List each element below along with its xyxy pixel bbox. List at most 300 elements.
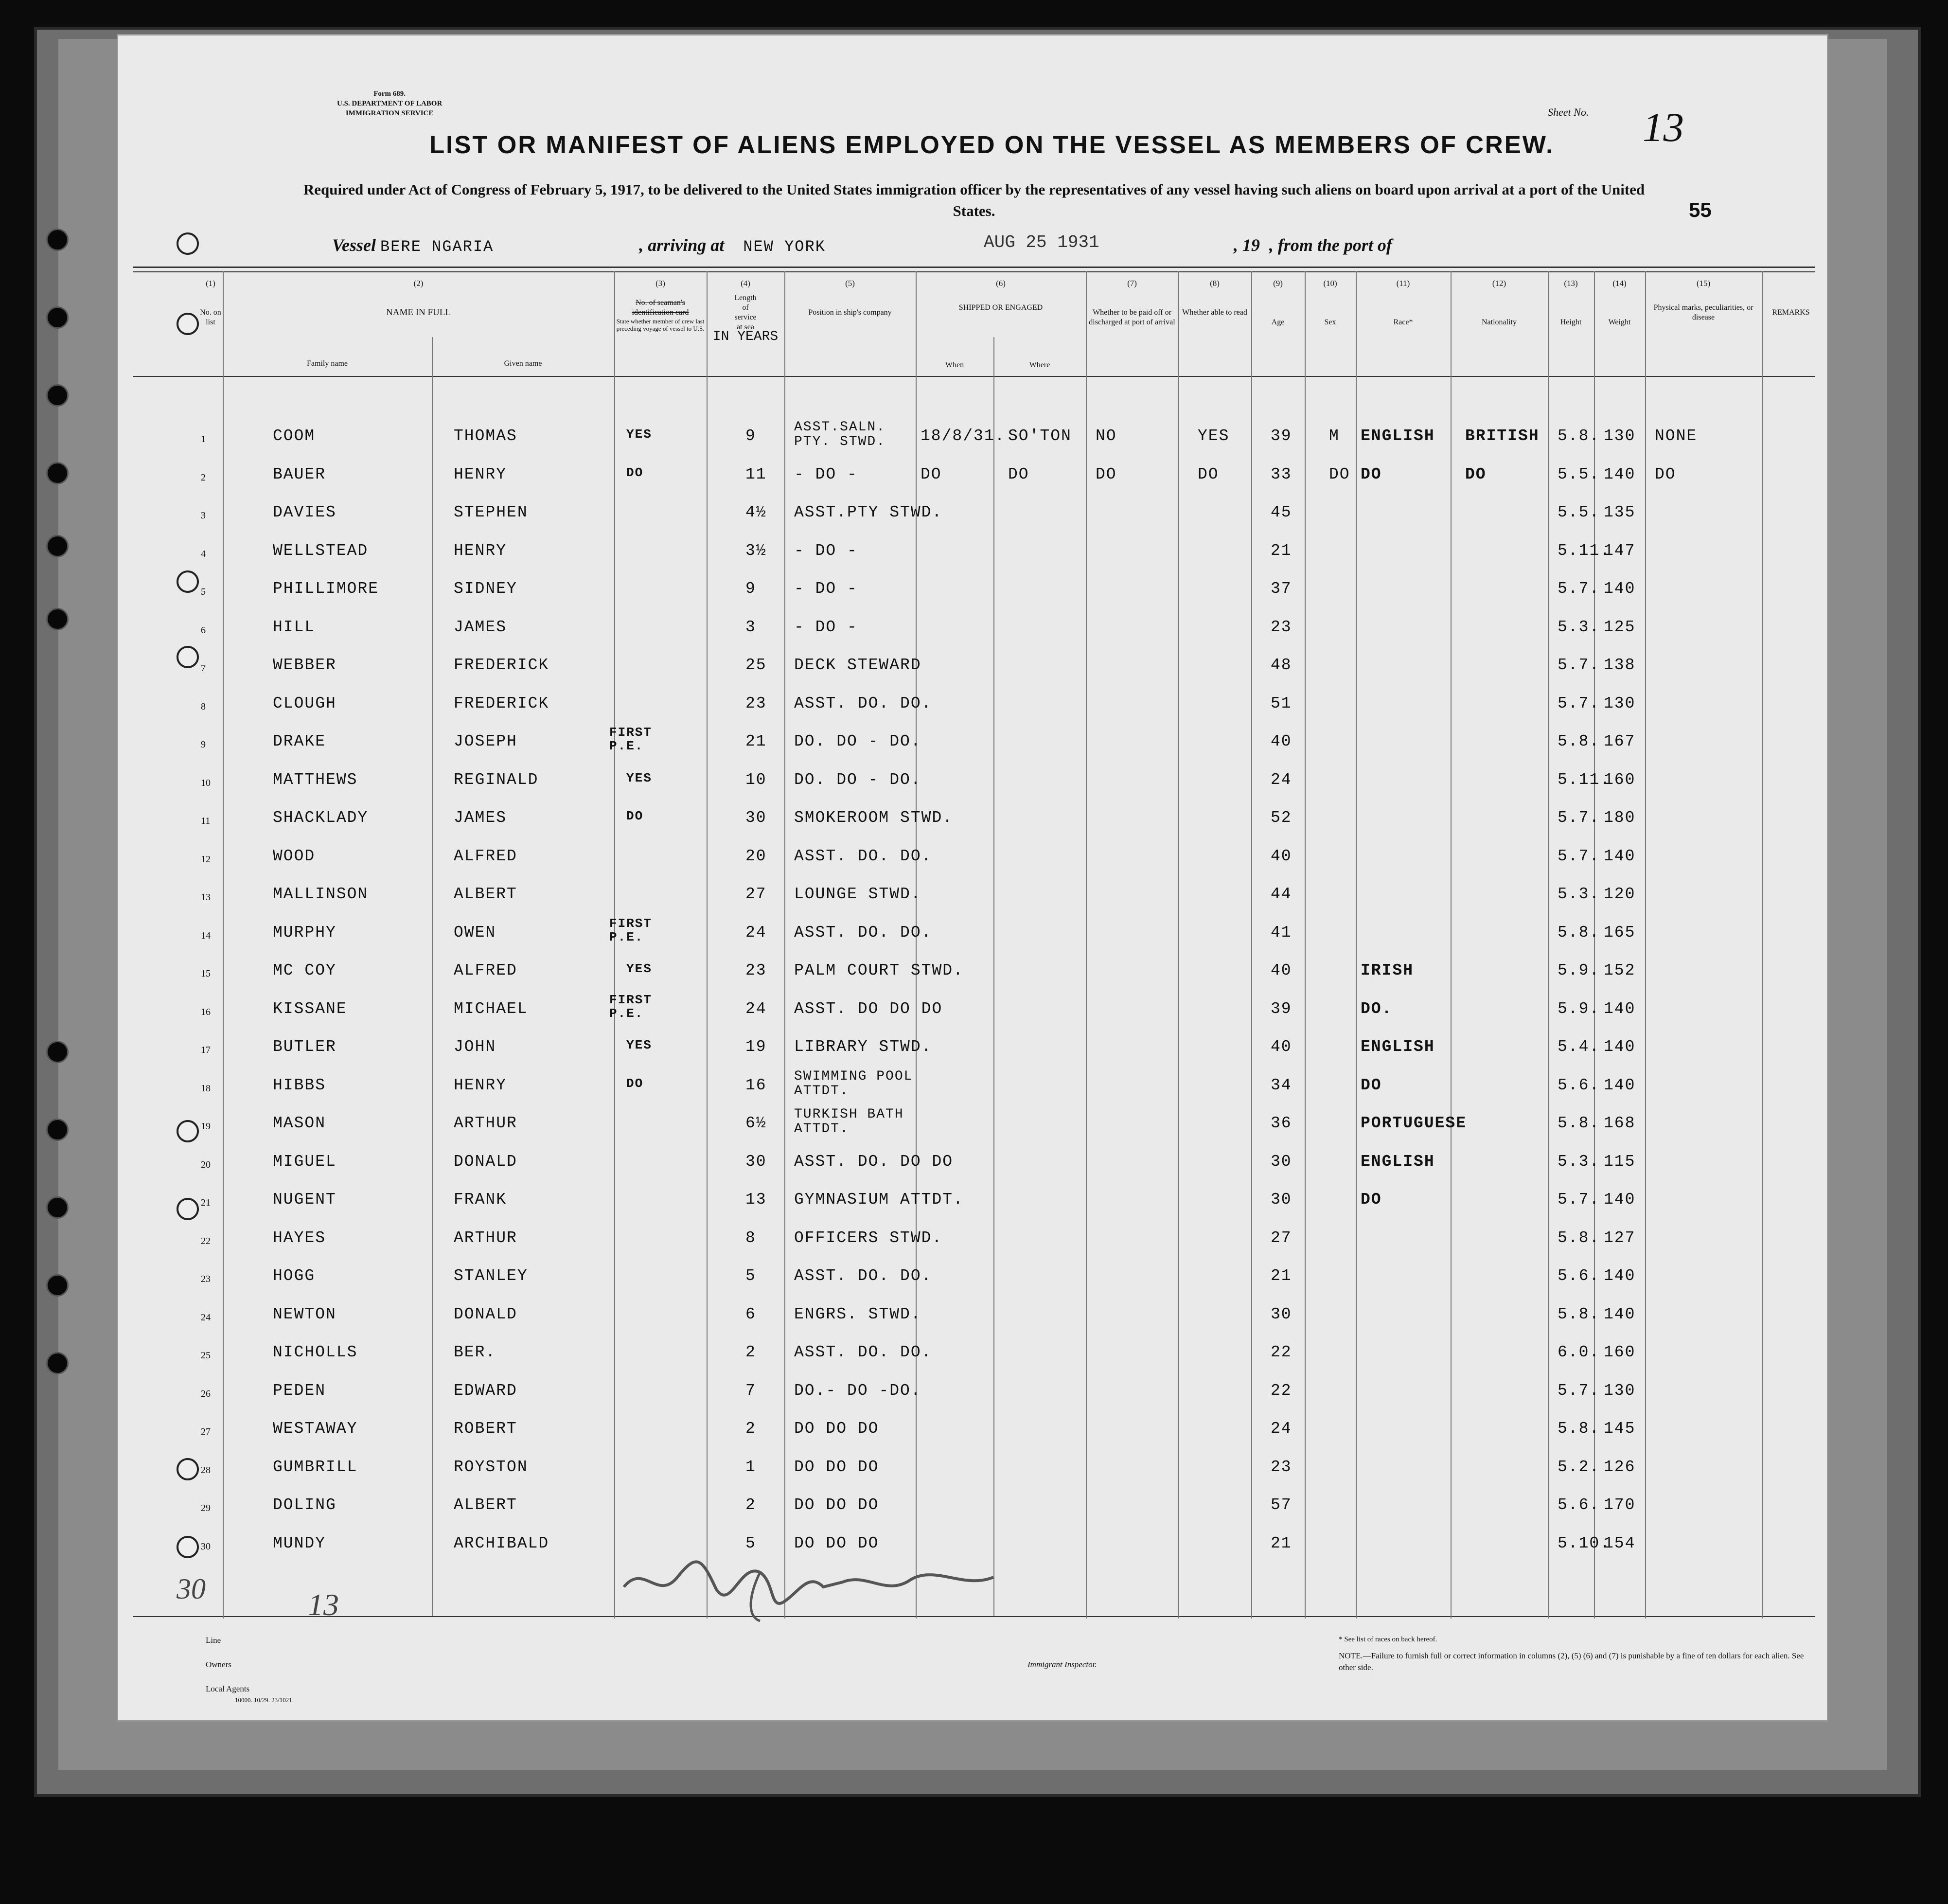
ship-position: DO.- DO -DO. (794, 1381, 921, 1400)
table-row (118, 992, 1827, 1037)
service-length: 1 (745, 1458, 756, 1476)
age: 23 (1271, 1458, 1292, 1476)
service-length: 13 (745, 1191, 767, 1209)
page-title: LIST OR MANIFEST OF ALIENS EMPLOYED ON THE VESSEL AS MEMBERS OF CREW. (429, 131, 1555, 159)
page-subtitle: Required under Act of Congress of February 5, 1917, to be delivered to the United States immigration officer by the representatives of any vessel having such aliens on board upon arrival at a port of the United States. (303, 181, 1645, 219)
weight: 152 (1604, 961, 1636, 979)
row-number: 22 (201, 1235, 211, 1246)
ship-position: - DO - (794, 580, 858, 598)
weight: 170 (1604, 1496, 1636, 1514)
family-name: PEDEN (273, 1381, 326, 1400)
table-row (118, 1305, 1827, 1342)
agents-label: Local Agents (206, 1684, 250, 1693)
row-number: 25 (201, 1350, 211, 1361)
race: IRISH (1361, 961, 1414, 979)
card-status: FIRST P.E. (609, 992, 653, 1021)
row-number: 4 (201, 548, 206, 559)
family-name: KISSANE (273, 999, 347, 1018)
family-name: HILL (273, 618, 316, 636)
service-length: 23 (745, 694, 767, 712)
age: 22 (1271, 1381, 1292, 1400)
weight: 167 (1604, 732, 1636, 750)
height: 5.7. (1558, 694, 1600, 712)
col-header-shipped: (6) SHIPPED OR ENGAGED (958, 279, 1043, 312)
shipped-where: DO (1008, 465, 1029, 483)
header-rule (133, 267, 1815, 268)
service-length: 25 (745, 656, 767, 674)
race: ENGLISH (1361, 1152, 1435, 1171)
row-number: 1 (201, 434, 206, 445)
service-length: 24 (745, 923, 767, 942)
row-number: 14 (201, 930, 211, 941)
row-number: 5 (201, 587, 206, 597)
family-name: DRAKE (273, 732, 326, 750)
given-name: DONALD (454, 1305, 517, 1323)
weight: 115 (1604, 1152, 1636, 1171)
form-meta (337, 89, 442, 118)
binder-hole (46, 306, 69, 329)
col-header-physical: (15) Physical marks, peculiarities, or disease (1653, 279, 1753, 321)
weight: 147 (1604, 541, 1636, 560)
race: PORTUGUESE (1361, 1114, 1467, 1132)
age: 40 (1271, 847, 1292, 865)
service-length: 30 (745, 1152, 767, 1171)
given-name: ROYSTON (454, 1458, 528, 1476)
height: 5.9. (1558, 999, 1600, 1018)
table-row (118, 1267, 1827, 1304)
service-length: 7 (745, 1381, 756, 1400)
weight: 130 (1604, 694, 1636, 712)
table-row (118, 580, 1827, 617)
family-name: WESTAWAY (273, 1420, 358, 1438)
card-status: DO (626, 465, 644, 480)
height: 5.7. (1558, 656, 1600, 674)
service-length: 2 (745, 1343, 756, 1361)
nationality: BRITISH (1465, 427, 1540, 445)
page-number: 55 (1689, 198, 1712, 221)
service-length: 4½ (745, 503, 767, 521)
age: 45 (1271, 503, 1292, 521)
given-name: THOMAS (454, 427, 517, 445)
age: 30 (1271, 1305, 1292, 1323)
ship-position: ASST. DO. DO. (794, 1267, 932, 1285)
height: 5.8. (1558, 923, 1600, 942)
punch-hole (177, 313, 199, 335)
age: 23 (1271, 618, 1292, 636)
row-number: 20 (201, 1159, 211, 1170)
weight: 130 (1604, 427, 1636, 445)
age: 40 (1271, 961, 1292, 979)
footer-note: NOTE.—Failure to furnish full or correct information in columns (2), (5) (6) and (7) is punishable by a fine of ten dollars for each alien. See other side. (1339, 1651, 1804, 1672)
family-name: COOM (273, 427, 316, 445)
family-name: WELLSTEAD (273, 541, 369, 560)
race-note: * See list of races on back hereof. (1339, 1636, 1437, 1643)
weight: 140 (1604, 1305, 1636, 1323)
height: 5.9. (1558, 961, 1600, 979)
given-name: FRANK (454, 1191, 507, 1209)
row-number: 21 (201, 1197, 211, 1208)
given-name: JAMES (454, 618, 507, 636)
service-length: 5 (745, 1534, 756, 1552)
table-row (118, 847, 1827, 884)
given-name: ARCHIBALD (454, 1534, 549, 1552)
given-name: ARTHUR (454, 1228, 517, 1247)
given-name: STANLEY (454, 1267, 528, 1285)
family-name: SHACKLADY (273, 809, 369, 827)
age: 37 (1271, 580, 1292, 598)
given-name: HENRY (454, 541, 507, 560)
row-number: 8 (201, 701, 206, 712)
card-status: FIRST P.E. (609, 916, 653, 944)
ship-position: ASST. DO DO DO (794, 999, 943, 1018)
col-header-race: (11) Race* (1393, 279, 1413, 326)
age: 27 (1271, 1228, 1292, 1247)
col-header-remarks: REMARKS (1772, 308, 1810, 317)
vessel-line (332, 235, 1392, 256)
given-name: HENRY (454, 465, 507, 483)
weight: 145 (1604, 1420, 1636, 1438)
nationality: DO (1465, 465, 1487, 483)
weight: 168 (1604, 1114, 1636, 1132)
year-label: , 19 (1233, 235, 1260, 255)
ship-position: DO DO DO (794, 1496, 879, 1514)
age: 52 (1271, 809, 1292, 827)
height: 5.8. (1558, 1228, 1600, 1247)
row-number: 26 (201, 1388, 211, 1399)
family-name: BAUER (273, 465, 326, 483)
age: 24 (1271, 1420, 1292, 1438)
family-name: NUGENT (273, 1191, 336, 1209)
weight: 140 (1604, 847, 1636, 865)
family-name: NEWTON (273, 1305, 336, 1323)
ship-position: ASST. DO. DO. (794, 847, 932, 865)
binder-hole (46, 229, 69, 251)
inspector-label: Immigrant Inspector. (1027, 1660, 1097, 1669)
table-row (118, 618, 1827, 655)
manifest-page (117, 34, 1828, 1722)
card-status: FIRST P.E. (609, 725, 653, 753)
age: 51 (1271, 694, 1292, 712)
col-header-when: When (945, 361, 964, 369)
service-length: 6 (745, 1305, 756, 1323)
vessel-label: Vessel (332, 235, 376, 255)
ship-position: DO DO DO (794, 1458, 879, 1476)
col-header-read: (8) Whether able to read (1182, 279, 1247, 317)
ship-position: SMOKEROOM STWD. (794, 809, 954, 827)
height: 5.6. (1558, 1496, 1600, 1514)
given-name: JOHN (454, 1038, 496, 1056)
given-name: OWEN (454, 923, 496, 942)
height: 5.5. (1558, 465, 1600, 483)
table-row (118, 1496, 1827, 1533)
binder-hole (46, 1119, 69, 1141)
handwritten-number: 13 (308, 1587, 339, 1622)
ship-position: DO. DO - DO. (794, 770, 921, 789)
punch-hole (177, 232, 199, 255)
given-name: ALBERT (454, 885, 517, 903)
height: 5.8. (1558, 732, 1600, 750)
table-row (118, 1191, 1827, 1228)
service-length: 2 (745, 1420, 756, 1438)
age: 34 (1271, 1076, 1292, 1094)
age: 39 (1271, 427, 1292, 445)
shipped-where: SO'TON (1008, 427, 1072, 445)
paid-off: DO (1096, 465, 1117, 483)
card-status: YES (626, 961, 652, 976)
given-name: DONALD (454, 1152, 517, 1171)
col-header-where: Where (1029, 361, 1050, 369)
ship-position: DO DO DO (794, 1534, 879, 1552)
service-length: 24 (745, 999, 767, 1018)
family-name: DAVIES (273, 503, 336, 521)
age: 40 (1271, 732, 1292, 750)
age: 44 (1271, 885, 1292, 903)
family-name: MURPHY (273, 923, 336, 942)
given-name: ALFRED (454, 961, 517, 979)
given-name: FREDERICK (454, 656, 549, 674)
age: 21 (1271, 1534, 1292, 1552)
age: 57 (1271, 1496, 1292, 1514)
given-name: REGINALD (454, 770, 539, 789)
height: 5.8. (1558, 1305, 1600, 1323)
binder-hole (46, 1196, 69, 1219)
col-header-sex: (10) Sex (1323, 279, 1337, 326)
row-number: 10 (201, 777, 211, 788)
inspector-signature (614, 1543, 1052, 1626)
height: 5.6. (1558, 1076, 1600, 1094)
family-name: MASON (273, 1114, 326, 1132)
from-port-label: , from the port of (1269, 235, 1392, 255)
age: 33 (1271, 465, 1292, 483)
family-name: MATTHEWS (273, 770, 358, 789)
weight: 140 (1604, 999, 1636, 1018)
ship-position: ASST.SALN. PTY. STWD. (794, 420, 886, 449)
given-name: ALBERT (454, 1496, 517, 1514)
arriving-port: NEW YORK (743, 238, 826, 256)
service-length: 27 (745, 885, 767, 903)
row-number: 30 (201, 1541, 211, 1552)
table-row (118, 503, 1827, 540)
row-number: 15 (201, 968, 211, 979)
ship-position: ASST.PTY STWD. (794, 503, 943, 521)
family-name: HAYES (273, 1228, 326, 1247)
height: 6.0. (1558, 1343, 1600, 1361)
family-name: NICHOLLS (273, 1343, 358, 1361)
service-length: 11 (745, 465, 767, 483)
weight: 135 (1604, 503, 1636, 521)
paid-off: NO (1096, 427, 1117, 445)
row-number: 16 (201, 1006, 211, 1017)
sex: M (1329, 427, 1340, 445)
row-number: 17 (201, 1045, 211, 1055)
family-name: HOGG (273, 1267, 316, 1285)
physical-marks: NONE (1655, 427, 1698, 445)
print-code: 10000. 10/29. 23/1021. (235, 1696, 294, 1704)
age: 30 (1271, 1191, 1292, 1209)
ship-position: - DO - (794, 618, 858, 636)
row-number: 2 (201, 472, 206, 483)
ship-position: GYMNASIUM ATTDT. (794, 1191, 964, 1209)
ship-position: PALM COURT STWD. (794, 961, 964, 979)
ship-position: OFFICERS STWD. (794, 1228, 943, 1247)
table-row (118, 916, 1827, 961)
shipped-when: 18/8/31. (921, 427, 1006, 445)
row-number: 13 (201, 892, 211, 903)
service-length: 23 (745, 961, 767, 979)
table-row (118, 1343, 1827, 1380)
height: 5.5. (1558, 503, 1600, 521)
col-header-age: (9) Age (1271, 279, 1285, 326)
row-number: 23 (201, 1274, 211, 1284)
col-header-height: (13) Height (1560, 279, 1582, 326)
height: 5.2. (1558, 1458, 1600, 1476)
given-name: ROBERT (454, 1420, 517, 1438)
binder-hole (46, 1352, 69, 1374)
race: DO. (1361, 999, 1393, 1018)
department-name: U.S. DEPARTMENT OF LABOR (337, 100, 443, 107)
binder-hole (46, 1041, 69, 1063)
age: 36 (1271, 1114, 1292, 1132)
service-length: 5 (745, 1267, 756, 1285)
weight: 140 (1604, 1191, 1636, 1209)
service-length: 16 (745, 1076, 767, 1094)
weight: 130 (1604, 1381, 1636, 1400)
row-number: 9 (201, 739, 206, 750)
able-to-read: DO (1198, 465, 1219, 483)
family-name: PHILLIMORE (273, 580, 379, 598)
family-name: MC COY (273, 961, 336, 979)
col-header-no: (1) No. on list (200, 279, 221, 326)
service-length: 30 (745, 809, 767, 827)
height: 5.7. (1558, 580, 1600, 598)
table-row (118, 542, 1827, 579)
column-header-rule (133, 376, 1815, 377)
ship-position: ASST. DO. DO. (794, 1343, 932, 1361)
table-row (118, 1068, 1827, 1113)
ship-position: ASST. DO. DO DO (794, 1152, 954, 1171)
row-number: 27 (201, 1426, 211, 1437)
row-number: 19 (201, 1121, 211, 1132)
family-name: HIBBS (273, 1076, 326, 1094)
given-name: EDWARD (454, 1381, 517, 1400)
sheet-label: Sheet No. (1548, 106, 1589, 118)
ship-position: ASST. DO. DO. (794, 694, 932, 712)
table-row (118, 771, 1827, 808)
card-status: YES (626, 1038, 652, 1052)
service-length: 6½ (745, 1114, 767, 1132)
height: 5.6. (1558, 1267, 1600, 1285)
card-status: DO (626, 809, 644, 823)
age: 48 (1271, 656, 1292, 674)
table-row (118, 1458, 1827, 1495)
height: 5.8. (1558, 427, 1600, 445)
ship-position: DECK STEWARD (794, 656, 921, 674)
family-name: DOLING (273, 1496, 336, 1514)
table-row (118, 656, 1827, 693)
weight: 140 (1604, 1076, 1636, 1094)
table-row (118, 1153, 1827, 1190)
col-header-card: (3) No. of seaman's identification card State whether member of crew last preceding voyage of vessel to U.S. (616, 279, 705, 332)
card-status: YES (626, 770, 652, 785)
weight: 140 (1604, 580, 1636, 598)
age: 22 (1271, 1343, 1292, 1361)
service-length: 8 (745, 1228, 756, 1247)
family-name: WEBBER (273, 656, 336, 674)
table-row (118, 1229, 1827, 1266)
service-length: 9 (745, 427, 756, 445)
table-row (118, 694, 1827, 731)
col-header-position: (5) Position in ship's company (808, 279, 892, 317)
able-to-read: YES (1198, 427, 1230, 445)
service-length: 10 (745, 770, 767, 789)
ship-position: ASST. DO. DO. (794, 923, 932, 942)
ship-position: LIBRARY STWD. (794, 1038, 932, 1056)
col-header-paid: (7) Whether to be paid off or discharged at port of arrival (1089, 279, 1175, 326)
row-number: 29 (201, 1503, 211, 1513)
family-name: WOOD (273, 847, 316, 865)
table-row (118, 1107, 1827, 1151)
ship-position: - DO - (794, 541, 858, 560)
family-name: MIGUEL (273, 1152, 336, 1171)
binder-hole (46, 462, 69, 484)
col-header-family: Family name (307, 359, 348, 368)
ship-position: LOUNGE STWD. (794, 885, 921, 903)
vessel-name: BERE NGARIA (380, 238, 494, 256)
age: 30 (1271, 1152, 1292, 1171)
age: 24 (1271, 770, 1292, 789)
service-length: 3 (745, 618, 756, 636)
height: 5.7. (1558, 1191, 1600, 1209)
row-number: 28 (201, 1464, 211, 1476)
age: 41 (1271, 923, 1292, 942)
weight: 140 (1604, 465, 1636, 483)
table-row (118, 465, 1827, 502)
height: 5.7. (1558, 847, 1600, 865)
arriving-label: , arriving at (639, 235, 725, 255)
service-length: 3½ (745, 541, 767, 560)
table-row (118, 420, 1827, 464)
given-name: ALFRED (454, 847, 517, 865)
service-length: 9 (745, 580, 756, 598)
service-length: 21 (745, 732, 767, 750)
weight: 154 (1604, 1534, 1636, 1552)
height: 5.3. (1558, 618, 1600, 636)
handwritten-margin-number: 30 (177, 1573, 206, 1605)
given-name: BER. (454, 1343, 496, 1361)
weight: 126 (1604, 1458, 1636, 1476)
table-row (118, 1382, 1827, 1419)
col-header-nationality: (12) Nationality (1482, 279, 1517, 326)
binder-hole (46, 384, 69, 407)
given-name: JOSEPH (454, 732, 517, 750)
binder-hole (46, 535, 69, 557)
line-label: Line (206, 1636, 221, 1645)
row-number: 18 (201, 1083, 211, 1094)
weight: 120 (1604, 885, 1636, 903)
height: 5.4. (1558, 1038, 1600, 1056)
age: 21 (1271, 541, 1292, 560)
age: 40 (1271, 1038, 1292, 1056)
sheet-number: 13 (1643, 105, 1684, 150)
service-name: IMMIGRATION SERVICE (345, 109, 434, 117)
table-row (118, 1420, 1827, 1457)
given-name: JAMES (454, 809, 507, 827)
owners-label: Owners (206, 1660, 231, 1669)
family-name: BUTLER (273, 1038, 336, 1056)
binder-hole (46, 1274, 69, 1297)
row-number: 6 (201, 624, 206, 636)
family-name: MALLINSON (273, 885, 369, 903)
